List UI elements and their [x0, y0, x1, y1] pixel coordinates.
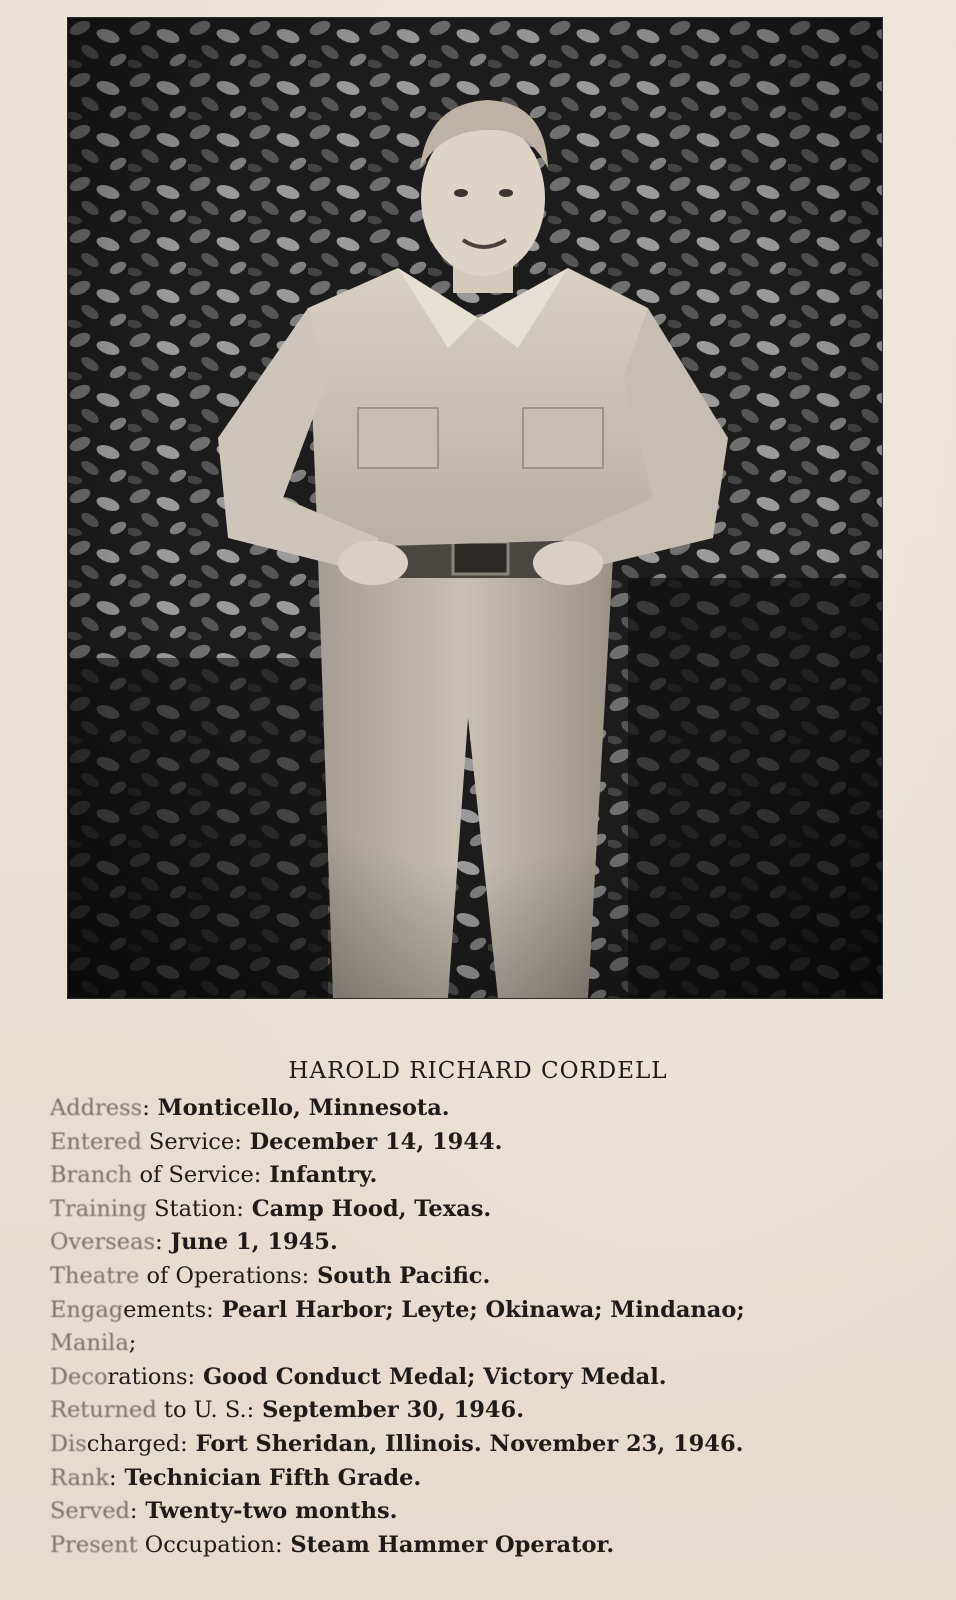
fact-label: Service:	[141, 1128, 242, 1155]
fact-label-faded: Present	[50, 1531, 138, 1558]
fact-label: :	[155, 1229, 163, 1256]
fact-label: :	[109, 1464, 117, 1491]
fact-row-occupation	[50, 1529, 940, 1563]
fact-value: Camp Hood, Texas.	[251, 1195, 492, 1222]
fact-label-faded: Branch	[50, 1162, 133, 1189]
fact-label: charged:	[86, 1430, 188, 1457]
fact-value: Twenty-two months.	[145, 1498, 398, 1525]
fact-label: rations:	[107, 1363, 196, 1390]
fact-value: Infantry.	[269, 1162, 378, 1189]
fact-label-faded: Entered	[50, 1128, 142, 1155]
fact-label-faded: Training	[50, 1195, 147, 1222]
fact-label-faded: Overseas	[50, 1229, 156, 1256]
fact-label-faded: Theatre	[50, 1262, 140, 1289]
fact-row-rank	[50, 1462, 940, 1496]
fact-row-served	[50, 1495, 940, 1529]
fact-row-address	[50, 1092, 940, 1126]
fact-row-branch	[50, 1159, 940, 1193]
fact-label: Occupation:	[137, 1531, 283, 1558]
fact-row-engagements	[50, 1294, 940, 1328]
fact-value: December 14, 1944.	[249, 1128, 503, 1155]
fact-value: Pearl Harbor; Leyte; Okinawa; Mindanao;	[221, 1296, 745, 1323]
fact-row-discharged	[50, 1428, 940, 1462]
fact-label: of Service:	[132, 1162, 262, 1189]
fact-row-training-station	[50, 1193, 940, 1227]
fact-row-returned	[50, 1394, 940, 1428]
fact-row-decorations	[50, 1361, 940, 1395]
fact-label-faded: Deco	[50, 1363, 108, 1390]
fact-label: Station:	[146, 1195, 244, 1222]
fact-label: :	[142, 1095, 150, 1121]
fact-label: ;	[128, 1330, 137, 1357]
fact-value: Monticello, Minnesota.	[157, 1095, 450, 1121]
fact-label-faded: Address	[50, 1095, 143, 1121]
fact-label-faded: Returned	[50, 1397, 157, 1424]
fact-label: of Operations:	[139, 1262, 310, 1289]
portrait-photo-image	[68, 18, 882, 998]
fact-row-theatre	[50, 1260, 940, 1294]
fact-value: Steam Hammer Operator.	[290, 1531, 615, 1558]
fact-value: June 1, 1945.	[170, 1229, 338, 1256]
person-name-heading: HAROLD RICHARD CORDELL	[288, 1058, 668, 1084]
fact-label: :	[129, 1498, 138, 1525]
fact-label: to U. S.:	[156, 1397, 255, 1424]
fact-label-faded: Served	[50, 1498, 130, 1525]
fact-row-engagements-cont	[50, 1327, 940, 1361]
fact-value: Fort Sheridan, Illinois. November 23, 1946.	[195, 1430, 744, 1457]
fact-row-entered-service	[50, 1126, 940, 1160]
fact-value: Technician Fifth Grade.	[124, 1464, 422, 1491]
fact-label-faded: Engag	[50, 1296, 124, 1323]
portrait-photo	[68, 18, 882, 998]
fact-label-faded: Manila	[50, 1330, 129, 1357]
fact-row-overseas	[50, 1226, 940, 1260]
service-record-list	[50, 1092, 940, 1562]
fact-value: South Pacific.	[317, 1262, 491, 1289]
fact-value: Good Conduct Medal; Victory Medal.	[202, 1363, 667, 1390]
fact-label-faded: Rank	[50, 1464, 109, 1491]
fact-value: September 30, 1946.	[262, 1397, 525, 1424]
fact-label: ements:	[123, 1296, 214, 1323]
fact-label-faded: Dis	[50, 1430, 87, 1457]
